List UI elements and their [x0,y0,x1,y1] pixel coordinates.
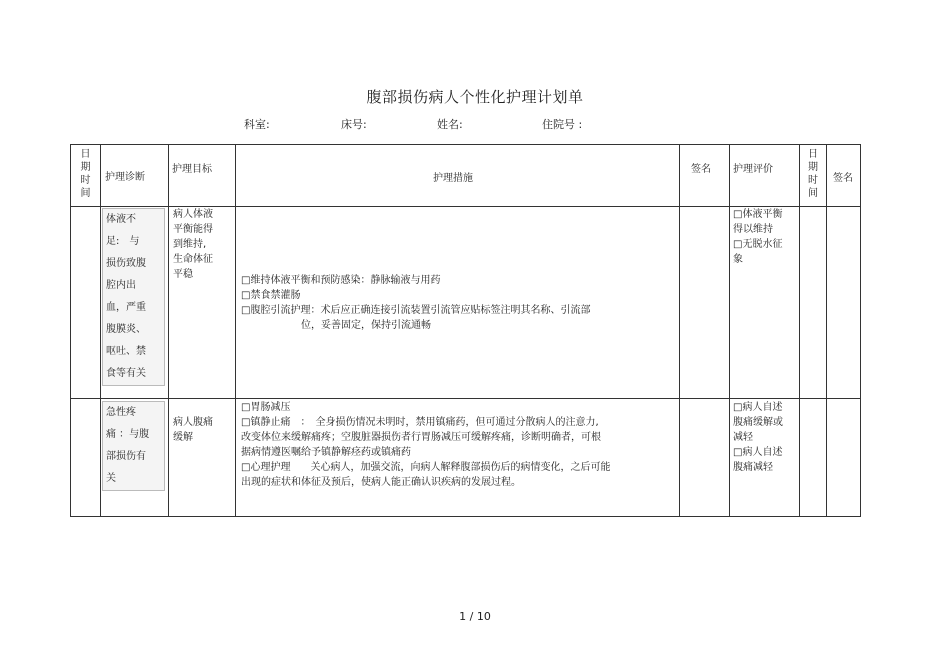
header-char: 日 [80,149,91,160]
goal-line: 生命体征 [173,254,213,265]
measure-line: □胃肠减压 [241,402,291,413]
grid-line [729,145,730,516]
goal-cell [173,207,213,282]
header-diagnosis: 护理诊断 [105,172,145,183]
evaluation-line: □病人自述 [733,402,783,413]
goal-line: 到维持, [173,239,207,250]
header-sign-2: 签名 [833,173,853,184]
page-number: 1 / 10 [459,610,491,623]
header-char: 时 [80,175,91,186]
goal-line: 病人体液 [173,209,213,220]
grid-line [100,145,101,516]
goal-cell [173,415,213,445]
diagnosis-line: 关 [106,473,116,484]
header-char: 间 [808,188,818,199]
name-label: 姓名: [437,118,463,131]
diagnosis-line: 损伤致腹 [106,258,146,269]
goal-line: 病人腹痛 [173,417,213,428]
header-char: 时 [808,175,818,186]
grid-line [168,145,169,516]
header-evaluation: 护理评价 [733,164,773,175]
measure-line: □镇静止痛 ： 全身损伤情况未明时，禁用镇痛药，但可通过分散病人的注意力, [241,417,599,428]
header-measures: 护理措施 [433,173,473,184]
measure-line: □禁食禁灌肠 [241,290,301,301]
header-goal: 护理目标 [172,164,212,175]
diagnosis-line: 体液不 [106,214,136,225]
header-char: 期 [80,162,91,173]
header-char: 间 [80,188,91,199]
evaluation-line: 减轻 [733,432,753,443]
bed-label: 床号: [341,118,367,131]
grid-line [860,145,861,516]
grid-line [799,145,800,516]
measure-line: □维持体液平衡和预防感染：静脉输液与用药 [241,275,441,286]
grid-line [235,145,236,516]
admission-label: 住院号 : [542,118,583,131]
goal-line: 平衡能得 [173,224,213,235]
diagnosis-line: 血，严重 [106,302,146,313]
diagnosis-line: 足: 与 [106,236,140,247]
diagnosis-line: 痛 ：与腹 [106,429,150,440]
nursing-plan-table [70,144,861,517]
evaluation-line: 象 [733,254,743,265]
measures-cell [241,400,610,490]
evaluation-line: 得以维持 [733,224,773,235]
evaluation-line: □病人自述 [733,447,783,458]
measure-line: □腹腔引流护理：术后应正确连接引流装置引流管应贴标签注明其名称、引流部 [241,305,591,316]
header-char: 期 [808,162,818,173]
header-sign: 签名 [691,164,711,175]
goal-line: 平稳 [173,269,193,280]
evaluation-line: 腹痛减轻 [733,462,773,473]
goal-line: 缓解 [173,432,193,443]
measure-line: 位，妥善固定，保持引流通畅 [301,320,431,331]
diagnosis-line: 食等有关 [106,368,146,379]
diagnosis-box [102,208,165,386]
evaluation-line: 腹痛缓解或 [733,417,783,428]
evaluation-cell [733,400,783,475]
diagnosis-line: 呕吐、禁 [106,346,146,357]
evaluation-line: □无脱水征 [733,239,783,250]
diagnosis-line: 急性疼 [106,407,136,418]
diagnosis-box [102,401,165,491]
grid-line [826,145,827,516]
header-date-time [71,148,100,200]
diagnosis-line: 部损伤有 [106,451,146,462]
header-char: 日 [808,149,818,160]
header-date-time-2 [800,148,826,200]
evaluation-line: □体液平衡 [733,209,783,220]
diagnosis-line: 腔内出 [106,280,136,291]
measures-cell [241,273,590,333]
evaluation-cell [733,207,782,267]
grid-line [679,145,680,516]
page-title: 腹部损伤病人个性化护理计划单 [366,88,584,106]
measure-line: □心理护理 关心病人，加强交流，向病人解释腹部损伤后的病情变化，之后可能 [241,462,611,473]
diagnosis-line: 腹膜炎、 [106,324,146,335]
grid-line [71,398,861,399]
measure-line: 据病情遵医嘱给予镇静解痉药或镇痛药 [241,447,411,458]
measure-line: 改变体位来缓解痛疼；空腹脏器损伤者行胃肠减压可缓解疼痛，诊断明确者，可根 [241,432,601,443]
measure-line: 出现的症状和体征及预后，使病人能正确认识疾病的发展过程。 [241,477,521,488]
dept-label: 科室: [244,118,270,131]
